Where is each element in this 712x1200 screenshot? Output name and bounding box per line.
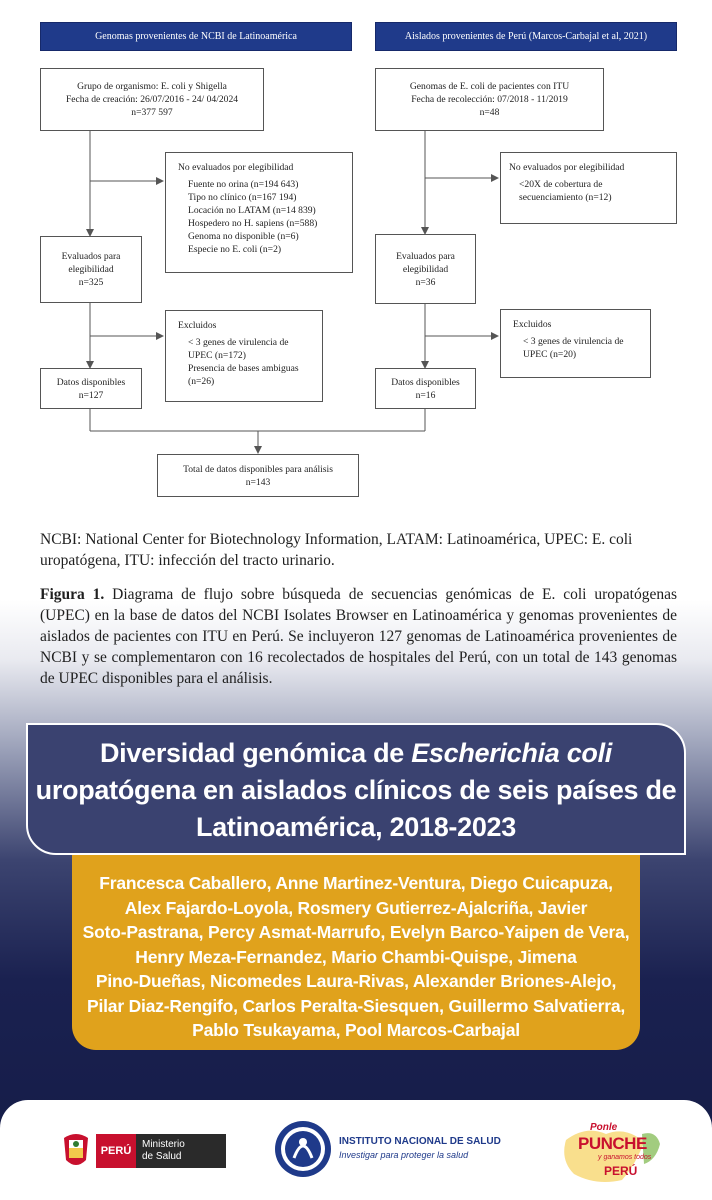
left-column-header: Genomas provenientes de NCBI de Latinoamérica [40, 22, 352, 51]
title-line-3: Latinoamérica, 2018-2023 [196, 812, 516, 842]
title-line-1: Diversidad genómica de Escherichia coli [99, 738, 613, 768]
right-eval-box: Evaluados para elegibilidad n=36 [375, 234, 476, 304]
total-box: Total de datos disponibles para análisis n=143 [157, 454, 359, 497]
ins-slogan: Investigar para proteger la salud [339, 1150, 469, 1160]
ins-name: INSTITUTO NACIONAL DE SALUD [339, 1136, 501, 1147]
author-line: Pablo Tsukayama, Pool Marcos-Carbajal [192, 1020, 520, 1040]
right-source-box: Genomas de E. coli de pacientes con ITU Fecha de recolección: 07/2018 - 11/2019 n=48 [375, 68, 604, 131]
peru-label: PERÚ [96, 1134, 136, 1168]
left-available-box: Datos disponibles n=127 [40, 368, 142, 409]
left-eval-box: Evaluados para elegibilidad n=325 [40, 236, 142, 303]
author-line: Soto-Pastrana, Percy Asmat-Marrufo, Evelyn Barco-Yaipen de Vera, [82, 922, 630, 942]
peru-coat-of-arms-icon [60, 1130, 92, 1170]
left-excluded-2-box: Excluidos < 3 genes de virulencia de UPEC (n=172) Presencia de bases ambiguas (n=26) [165, 310, 323, 402]
author-line: Alex Fajardo-Loyola, Rosmery Gutierrez-Ajalcriña, Javier [124, 897, 588, 918]
author-line: Henry Meza-Fernandez, Mario Chambi-Quispe, Jimena [135, 946, 577, 967]
title-line-2: uropatógena en aislados clínicos de seis países de [35, 775, 677, 805]
ministry-label: Ministerio de Salud [136, 1134, 226, 1168]
authors-block [72, 855, 640, 1050]
figure-caption [40, 584, 677, 689]
left-source-box: Grupo de organismo: E. coli y Shigella Fecha de creación: 26/07/2016 - 24/ 04/2024 n=377 597 [40, 68, 264, 131]
right-column-header: Aislados provenientes de Perú (Marcos-Carbajal et al, 2021) [375, 22, 677, 51]
figure-label: Figura 1. [40, 586, 105, 603]
article-title [26, 723, 686, 855]
campaign-ponle: Ponle [590, 1122, 618, 1133]
footer [0, 1100, 712, 1200]
figure-caption-text: Diagrama de flujo sobre búsqueda de secuencias genómicas de E. coli uropatógenas (UPEC) en la base de datos del NCBI Isolates Browser en Latinoamérica y genomas provenientes de aislados de pacientes con ITU en Perú. Se incluyeron 127 genomas de Latinoamérica provenientes de NCBI y se complementaron con 16 recolectados de hospitales del Perú, con un total de 143 genomas de UPEC disponibles para el análisis. [40, 586, 677, 687]
campaign-punche: PUNCHE [578, 1134, 647, 1153]
right-available-box: Datos disponibles n=16 [375, 368, 476, 409]
ministry-logo [60, 1130, 226, 1170]
author-line: Pino-Dueñas, Nicomedes Laura-Rivas, Alexander Briones-Alejo, [95, 971, 617, 991]
author-line: Pilar Diaz-Rengifo, Carlos Peralta-Siesquen, Guillermo Salvatierra, [86, 995, 626, 1016]
campaign-peru: PERÚ [604, 1164, 638, 1178]
left-excluded-1-box: No evaluados por elegibilidad Fuente no orina (n=194 643) Tipo no clínico (n=167 194) Locación no LATAM (n=14 839) Hospedero no H. sapiens (n=588) Genoma no disponible (n=6) Especie no E. coli (n=2) [165, 152, 353, 273]
right-excluded-1-box: No evaluados por elegibilidad <20X de cobertura de secuenciamiento (n=12) [500, 152, 677, 224]
ins-seal-icon [274, 1120, 332, 1178]
author-line: Francesca Caballero, Anne Martinez-Ventura, Diego Cuicapuza, [99, 873, 613, 893]
campaign-ganamos: y ganamos todos [598, 1154, 652, 1161]
abbreviations-note: NCBI: National Center for Biotechnology Information, LATAM: Latinoamérica, UPEC: E. coli uropatógena, ITU: infección del tracto urinario. [40, 531, 633, 569]
right-excluded-2-box: Excluidos < 3 genes de virulencia de UPEC (n=20) [500, 309, 651, 378]
campaign-logo [556, 1120, 666, 1188]
